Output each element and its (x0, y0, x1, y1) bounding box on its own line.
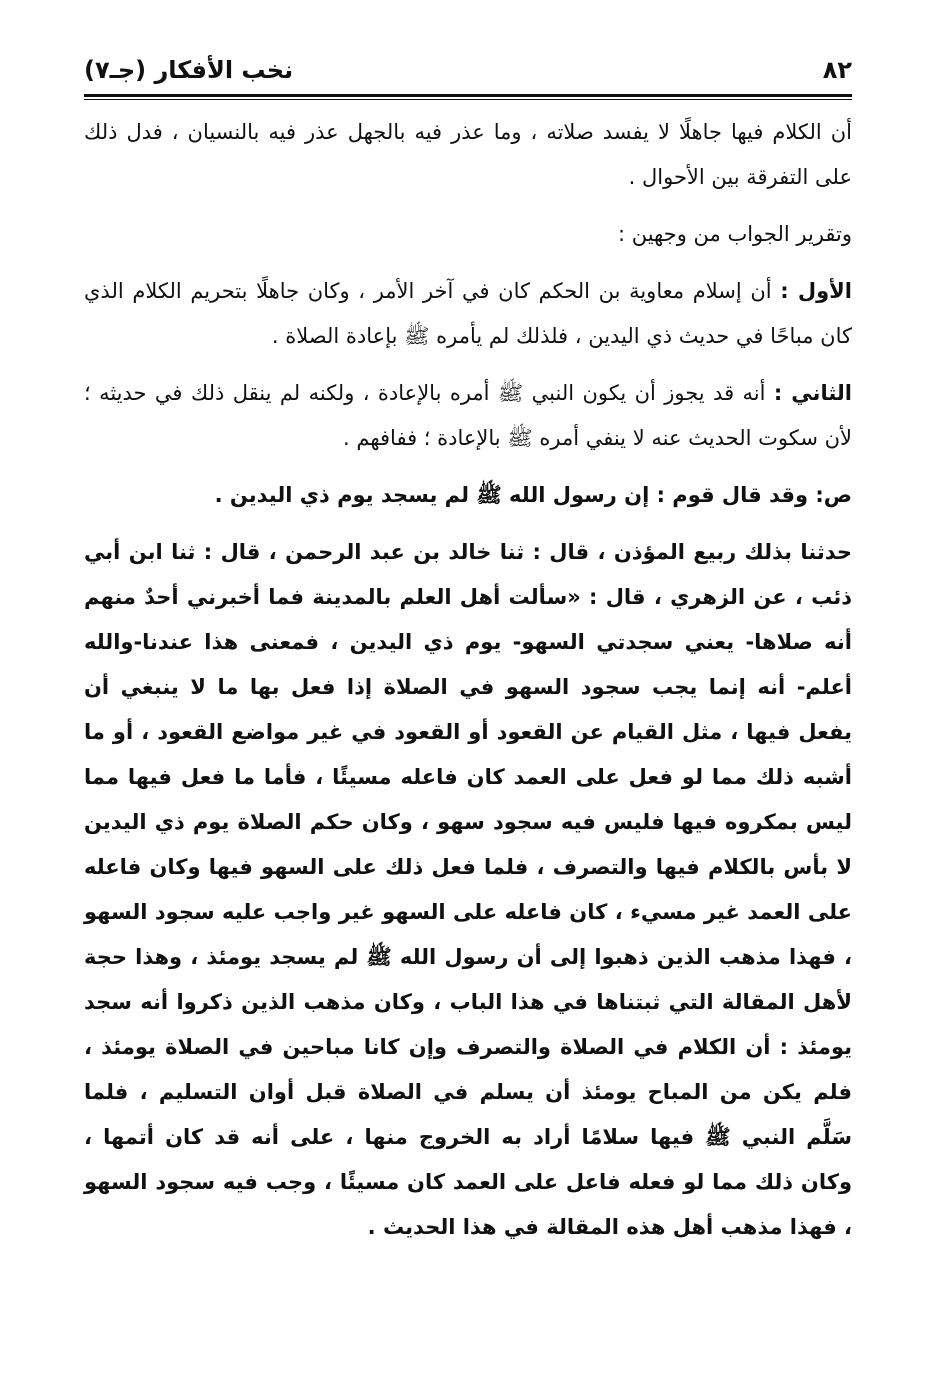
header-rule-thick (84, 94, 852, 97)
page-header (84, 50, 852, 90)
paragraph-2: وتقرير الجواب من وجهين : (617, 222, 852, 246)
paragraph-3: الأول : أن إسلام معاوية بن الحكم كان في آخر الأمر ، وكان جاهلًا بتحريم الكلام الذي كان مباحًا في حديث ذي اليدين ، فلذلك لم يأمره ﷺ بإعادة الصلاة . (84, 279, 852, 348)
header-rule-thin (84, 99, 852, 100)
paragraph-4: الثاني : أنه قد يجوز أن يكون النبي ﷺ أمره بالإعادة ، ولكنه لم ينقل ذلك في حديثه ؛ لأن سكوت الحديث عنه لا ينفي أمره ﷺ بالإعادة ؛ ففافهم . (84, 381, 852, 450)
paragraph-1: أن الكلام فيها جاهلًا لا يفسد صلاته ، وما عذر فيه بالجهل عذر فيه بالنسيان ، فدل ذلك على التفرقة بين الأحوال . (84, 120, 852, 189)
paragraph-5: ص: وقد قال قوم : إن رسول الله ﷺ لم يسجد يوم ذي اليدين . (214, 483, 852, 507)
page-body (84, 110, 852, 1250)
paragraph-label: ص: (815, 483, 852, 507)
paragraph-label: الأول : (780, 279, 852, 303)
paragraph-6: حدثنا بذلك ربيع المؤذن ، قال : ثنا خالد بن عبد الرحمن ، قال : ثنا ابن أبي ذئب ، عن الزهري ، قال : «سألت أهل العلم بالمدينة فما أخبرني أحدٌ منهم أنه صلاها- يعني سجدتي السهو- يوم ذي اليدين ، فمعنى هذا عندنا-والله أعلم- أنه إنما يجب سجود السهو في الصلاة إذا فعل بها ما لا ينبغي أن يفعل فيها ، مثل القيام عن القعود أو القعود في غير مواضع القعود ، أو ما أشبه ذلك مما لو فعل على العمد كان فاعله مسيئًا ، فأما ما فعل فيها مما ليس بمكروه فيها فليس فيه سجود سهو ، وكان حكم الصلاة يوم ذي اليدين لا بأس بالكلام فيها والتصرف ، فلما فعل ذلك على السهو فيها وكان فاعله على العمد غير مسيء ، كان فاعله على السهو غير واجب عليه سجود السهو ، فهذا مذهب الذين ذهبوا إلى أن رسول الله ﷺ لم يسجد يومئذ ، وهذا حجة لأهل المقالة التي ثبتناها في هذا الباب ، وكان مذهب الذين ذكروا أنه سجد يومئذ : أن الكلام في الصلاة والتصرف وإن كانا مباحين في الصلاة يومئذ ، فلم يكن من المباح يومئذ أن يسلم في الصلاة قبل أوان التسليم ، فلما سَلَّم النبي ﷺ فيها سلامًا أراد به الخروج منها ، على أنه قد كان أتمها ، وكان ذلك مما لو فعله فاعل على العمد كان مسيئًا ، وجب فيه سجود السهو ، فهذا مذهب أهل هذه المقالة في هذا الحديث . (84, 540, 852, 1239)
page-number: ٨٢ (822, 56, 852, 84)
paragraph-label: الثاني : (773, 381, 852, 405)
book-title: نخب الأفكار (جـ٧) (84, 56, 294, 84)
book-page (84, 50, 852, 1340)
